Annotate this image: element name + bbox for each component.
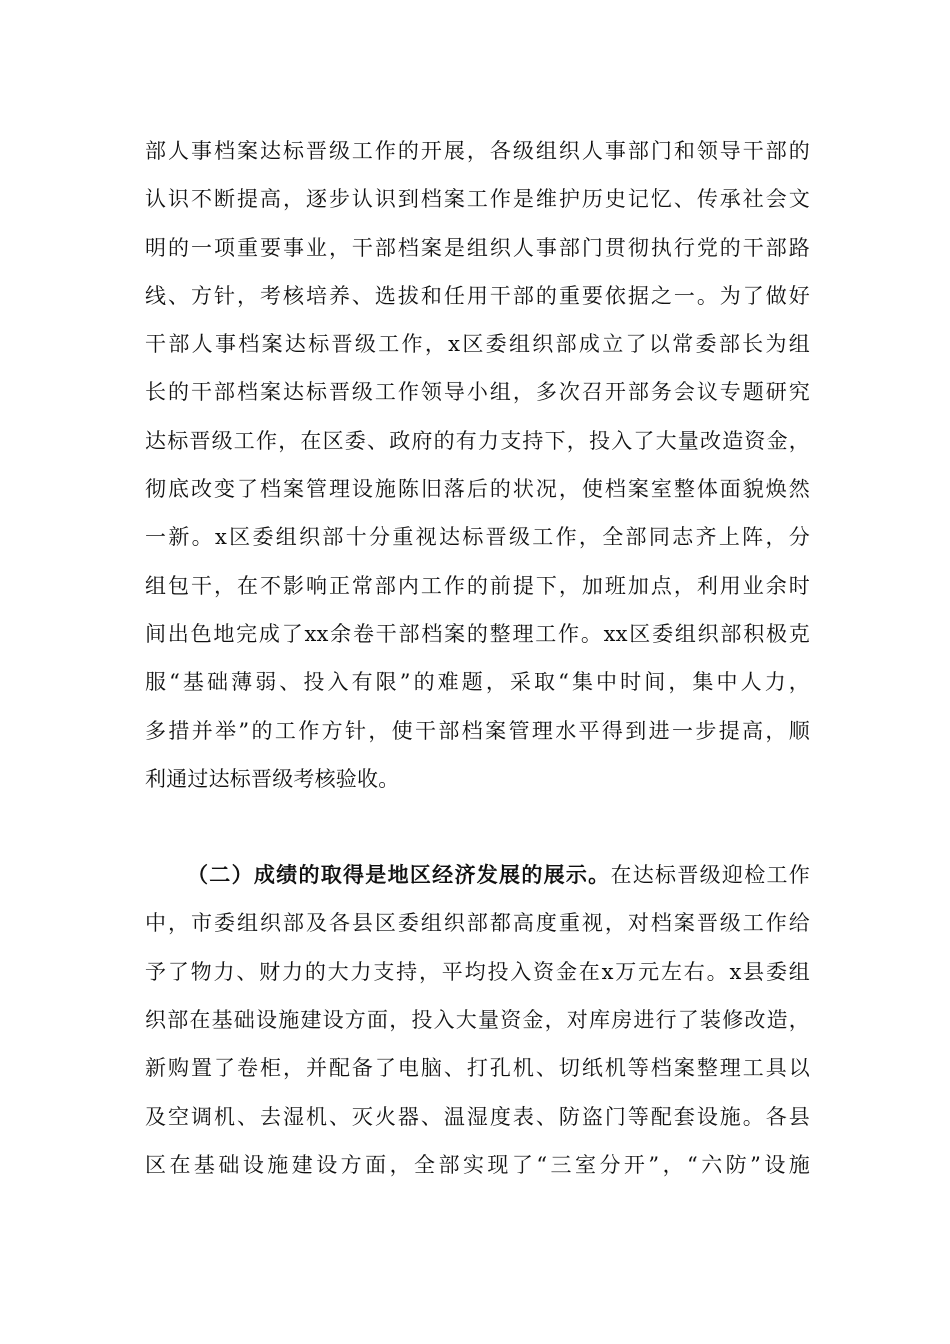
paragraph-1-line: 利通过达标晋级考核验收。 xyxy=(145,766,400,791)
paragraph-gap xyxy=(145,803,810,851)
paragraph-1-line: 线、方针，考核培养、选拔和任用干部的重要依据之一。为了做好 xyxy=(145,283,810,308)
paragraph-1-line: 多措并举”的工作方针，使干部档案管理水平得到进一步提高，顺 xyxy=(145,718,810,743)
paragraph-1-line: 认识不断提高，逐步认识到档案工作是维护历史记忆、传承社会文 xyxy=(145,187,810,212)
paragraph-1-line: 彻底改变了档案管理设施陈旧落后的状况，使档案室整体面貌焕然 xyxy=(145,477,810,502)
paragraph-2-line: 予了物力、财力的大力支持，平均投入资金在x万元左右。x县委组 xyxy=(145,959,810,984)
paragraph-2-line: 中，市委组织部及各县区委组织部都高度重视，对档案晋级工作给 xyxy=(145,911,810,936)
paragraph-1-line: 明的一项重要事业，干部档案是组织人事部门贯彻执行党的干部路 xyxy=(145,235,810,260)
document-body xyxy=(145,127,810,1189)
paragraph-1-line: 部人事档案达标晋级工作的开展，各级组织人事部门和领导干部的 xyxy=(145,139,810,163)
paragraph-2-line: 新购置了卷柜，并配备了电脑、打孔机、切纸机等档案整理工具以 xyxy=(145,1056,810,1081)
paragraph-2-first-line xyxy=(145,851,810,899)
paragraph-1-line: 干部人事档案达标晋级工作，x区委组织部成立了以常委部长为组 xyxy=(145,332,810,357)
paragraph-1-line: 间出色地完成了xx余卷干部档案的整理工作。xx区委组织部积极克 xyxy=(145,621,810,646)
paragraph-1-line: 服“基础薄弱、投入有限”的难题，采取“集中时间，集中人力， xyxy=(145,670,810,695)
paragraph-1-line: 长的干部档案达标晋级工作领导小组，多次召开部务会议专题研究 xyxy=(145,380,810,405)
paragraph-1-line: 组包干，在不影响正常部内工作的前提下，加班加点，利用业余时 xyxy=(145,573,810,598)
paragraph-2-first-text: 在达标晋级迎检工作 xyxy=(610,863,810,888)
paragraph-1-line: 一新。x区委组织部十分重视达标晋级工作，全部同志齐上阵，分 xyxy=(145,525,810,550)
paragraph-2-line: 及空调机、去湿机、灭火器、温湿度表、防盗门等配套设施。各县 xyxy=(145,1104,810,1129)
paragraph-2-line: 织部在基础设施建设方面，投入大量资金，对库房进行了装修改造， xyxy=(145,1008,810,1033)
paragraph-2-line: 区在基础设施建设方面，全部实现了“三室分开”，“六防”设施 xyxy=(145,1152,810,1177)
section-heading: （二）成绩的取得是地区经济发展的展示。 xyxy=(187,862,611,888)
paragraph-1-line: 达标晋级工作，在区委、政府的有力支持下，投入了大量改造资金， xyxy=(145,428,810,453)
